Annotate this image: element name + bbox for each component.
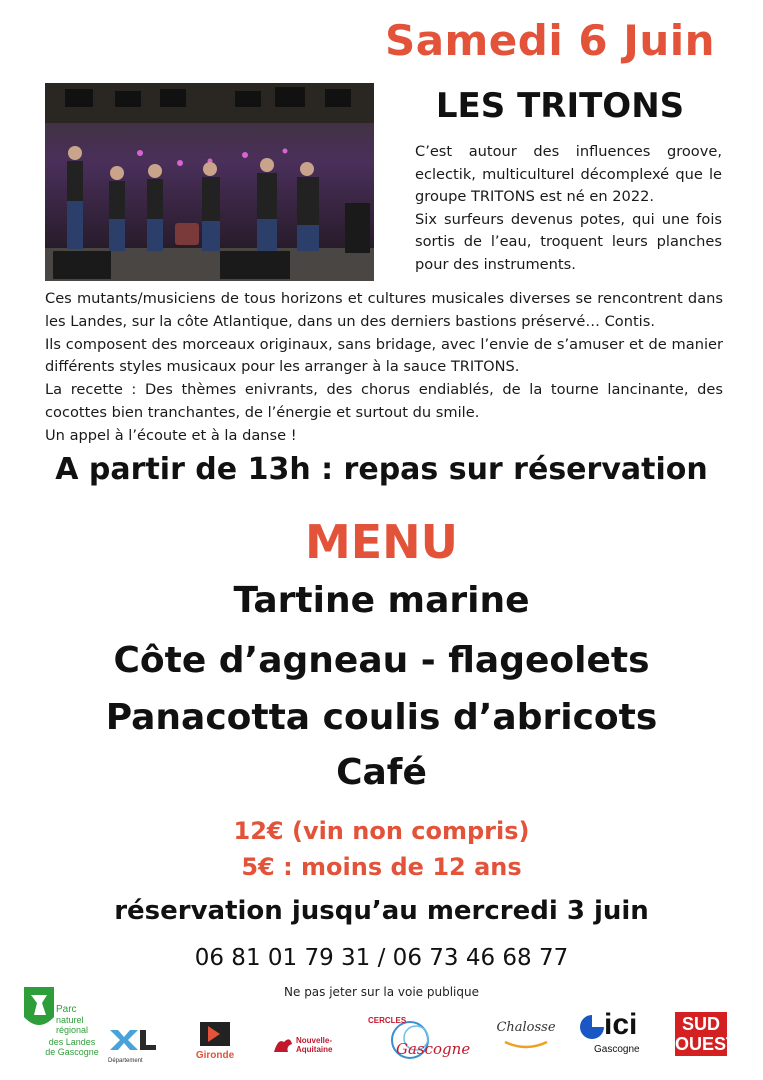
chalosse-label: Chalosse [496,1020,556,1035]
recycling-notice: Ne pas jeter sur la voie publique [284,985,479,999]
sud-ouest-text: SUD [681,1014,720,1034]
intro-paragraph: Six surfeurs devenus potes, qui une fois sortis de l’eau, troquent leurs planches pour des instruments. [415,210,722,273]
menu-item: Tartine marine [233,580,530,621]
gironde-arrow-icon [200,1022,230,1046]
description-paragraph: Ces mutants/musiciens de tous horizons et cultures musicales diverses se rencontrent dans les Landes, sur la côte Atlantique, dans un des derniers bastions préservé… Contis. [45,290,723,330]
chalosse-smile-icon [501,1040,551,1050]
cercles-label: CERCLES [368,1016,407,1025]
menu-item: Café [336,752,427,793]
departement-landes-logo [108,1028,168,1068]
description-paragraph: La recette : Des thèmes enivrants, des chorus endiablés, de la tourne lancinante, des cocottes bien tranchantes, de l’énergie et surtout du smile. [45,381,723,421]
event-date: Samedi 6 Juin [384,16,716,65]
price-adult: 12€ (vin non compris) [233,817,530,845]
parc-landes-logo [22,985,112,1065]
band-description [45,288,723,448]
reservation-deadline: réservation jusqu’au mercredi 3 juin [114,896,649,926]
menu-item: Panacotta coulis d’abricots [105,697,658,738]
parc-text: des Landes [48,1037,96,1047]
ici-label: ici [604,1008,638,1041]
band-intro [415,141,722,277]
nouvelle-aquitaine-text: Nouvelle- [296,1036,333,1045]
band-name: LES TRITONS [435,86,685,126]
sud-ouest-text: OUEST [675,1034,738,1054]
xl-label: Département [108,1058,143,1064]
parc-text: régional [56,1025,89,1035]
parc-text: naturel [56,1015,84,1025]
menu-title: MENU [304,515,459,569]
ici-dot-icon [580,1015,604,1041]
phone-numbers: 06 81 01 79 31 / 06 73 46 68 77 [194,945,569,971]
description-paragraph: Un appel à l’écoute et à la danse ! [45,426,297,444]
ici-gascogne-label: Gascogne [594,1044,640,1055]
description-paragraph: Ils composent des morceaux originaux, sans bridage, avec l’envie de s’amuser et de manier différents styles musicaux pour les arranger à la sauce TRITONS. [45,335,723,376]
price-child: 5€ : moins de 12 ans [241,853,522,881]
band-photo [45,83,374,281]
sud-ouest-logo [675,1012,738,1056]
parc-text: Parc [56,1004,77,1015]
intro-paragraph: C’est autour des influences groove, eclectik, multiculturel décomplexé que le groupe TRITONS est né en 2022. [415,143,722,206]
ici-gascogne-logo [580,1008,650,1060]
gironde-logo [190,1022,240,1064]
chalosse-logo [496,1020,556,1050]
menu-item: Côte d’agneau - flageolets [113,640,650,681]
xl-icon [108,1028,158,1052]
gironde-label: Gironde [195,1050,235,1061]
lion-icon [272,1034,294,1056]
nouvelle-aquitaine-text: Aquitaine [296,1045,333,1054]
nouvelle-aquitaine-logo [272,1032,342,1060]
parc-leaf-icon [22,985,56,1033]
cercles-gascogne-logo [366,1014,470,1062]
meal-announcement: A partir de 13h : repas sur réservation [55,452,708,487]
cercles-gascogne-label: Gascogne [396,1040,471,1058]
parc-text: de Gascogne [45,1047,99,1057]
